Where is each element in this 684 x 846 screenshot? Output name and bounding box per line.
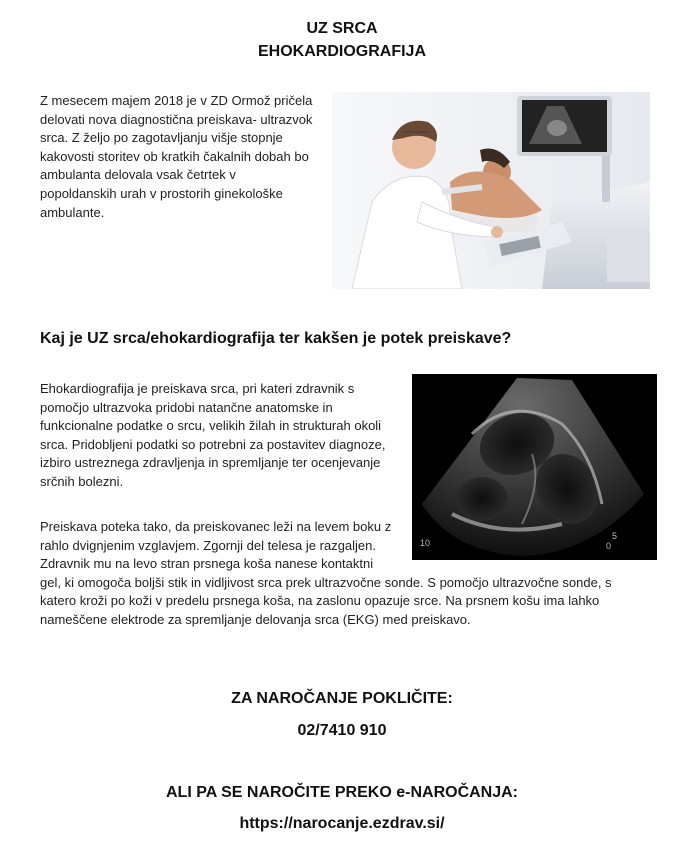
ultrasound-exam-illustration [332,92,650,289]
page-title-line2: EHOKARDIOGRAFIJA [257,43,426,60]
procedure-line: rahlo dvignjenim vzglavjem. Zgornji del telesa je razgaljen. [40,537,377,553]
description-line: pomočjo ultrazvoka pridobi natančne anatomske in [40,399,333,415]
procedure-line: Zdravnik mu na levo stran prsnega koša nanese kontaktni [40,556,374,572]
description-line: izbiro ustreznega zdravljenja in spremljanje ter ocenjevanje [40,455,381,471]
echo-scale-label: 5 [612,531,618,541]
echo-scale-label: 10 [420,538,431,548]
page-title-line1: UZ SRCA [306,20,378,37]
booking-url-link[interactable]: https://narocanje.ezdrav.si/ [239,815,445,832]
procedure-line: katero kroži po koži v predelu prsnega koša, na zaslonu opazuje srce. Na prsnem košu ima lahko [40,593,600,609]
echo-scale-label: 0 [606,541,612,551]
intro-line: kakovosti storitev ob kratkih čakalnih dobah bo [40,148,309,164]
description-line: srca. Pridobljeni podatki so potrebni za postavitev diagnoze, [40,436,386,452]
intro-line: popoldanskih urah v prostorih ginekološke [40,185,283,201]
description-line: funkcionalne podatke o srcu, velikih žilah in strukturah okoli [40,418,382,434]
section-heading: Kaj je UZ srca/ehokardiografija ter kakšen je potek preiskave? [40,330,512,347]
call-label: ZA NAROČANJE POKLIČITE: [231,690,453,707]
procedure-line: gel, ki omogoča boljši stik in vidljivost srca prek ultrazvočne sonde. S pomočjo ultrazvočne sonde, s [40,574,612,590]
intro-line: ambulante. [40,204,105,220]
intro-line: delovati nova diagnostična preiskava- ultrazvok [40,111,313,127]
description-line: Ehokardiografija je preiskava srca, pri kateri zdravnik s [40,381,355,396]
intro-line: srca. Z željo po zagotavljanju višje stopnje [40,130,283,146]
procedure-line: nameščene elektrode za spremljanje delovanja srca (EKG) med preiskavo. [40,611,471,627]
intro-line: ambulanta delovala vsak četrtek v [40,167,236,183]
intro-paragraph [40,92,340,222]
procedure-paragraph [40,518,680,630]
phone-number[interactable]: 02/7410 910 [297,722,387,739]
procedure-line: Preiskava poteka tako, da preiskovanec leži na levem boku z [40,519,392,534]
description-line: srčnih bolezni. [40,473,124,489]
intro-line: Z mesecem majem 2018 je v ZD Ormož pričela [40,93,313,108]
ultrasound-exam-photo [332,92,650,289]
description-paragraph [40,380,420,492]
online-booking-label: ALI PA SE NAROČITE PREKO e-NAROČANJA: [165,784,519,801]
